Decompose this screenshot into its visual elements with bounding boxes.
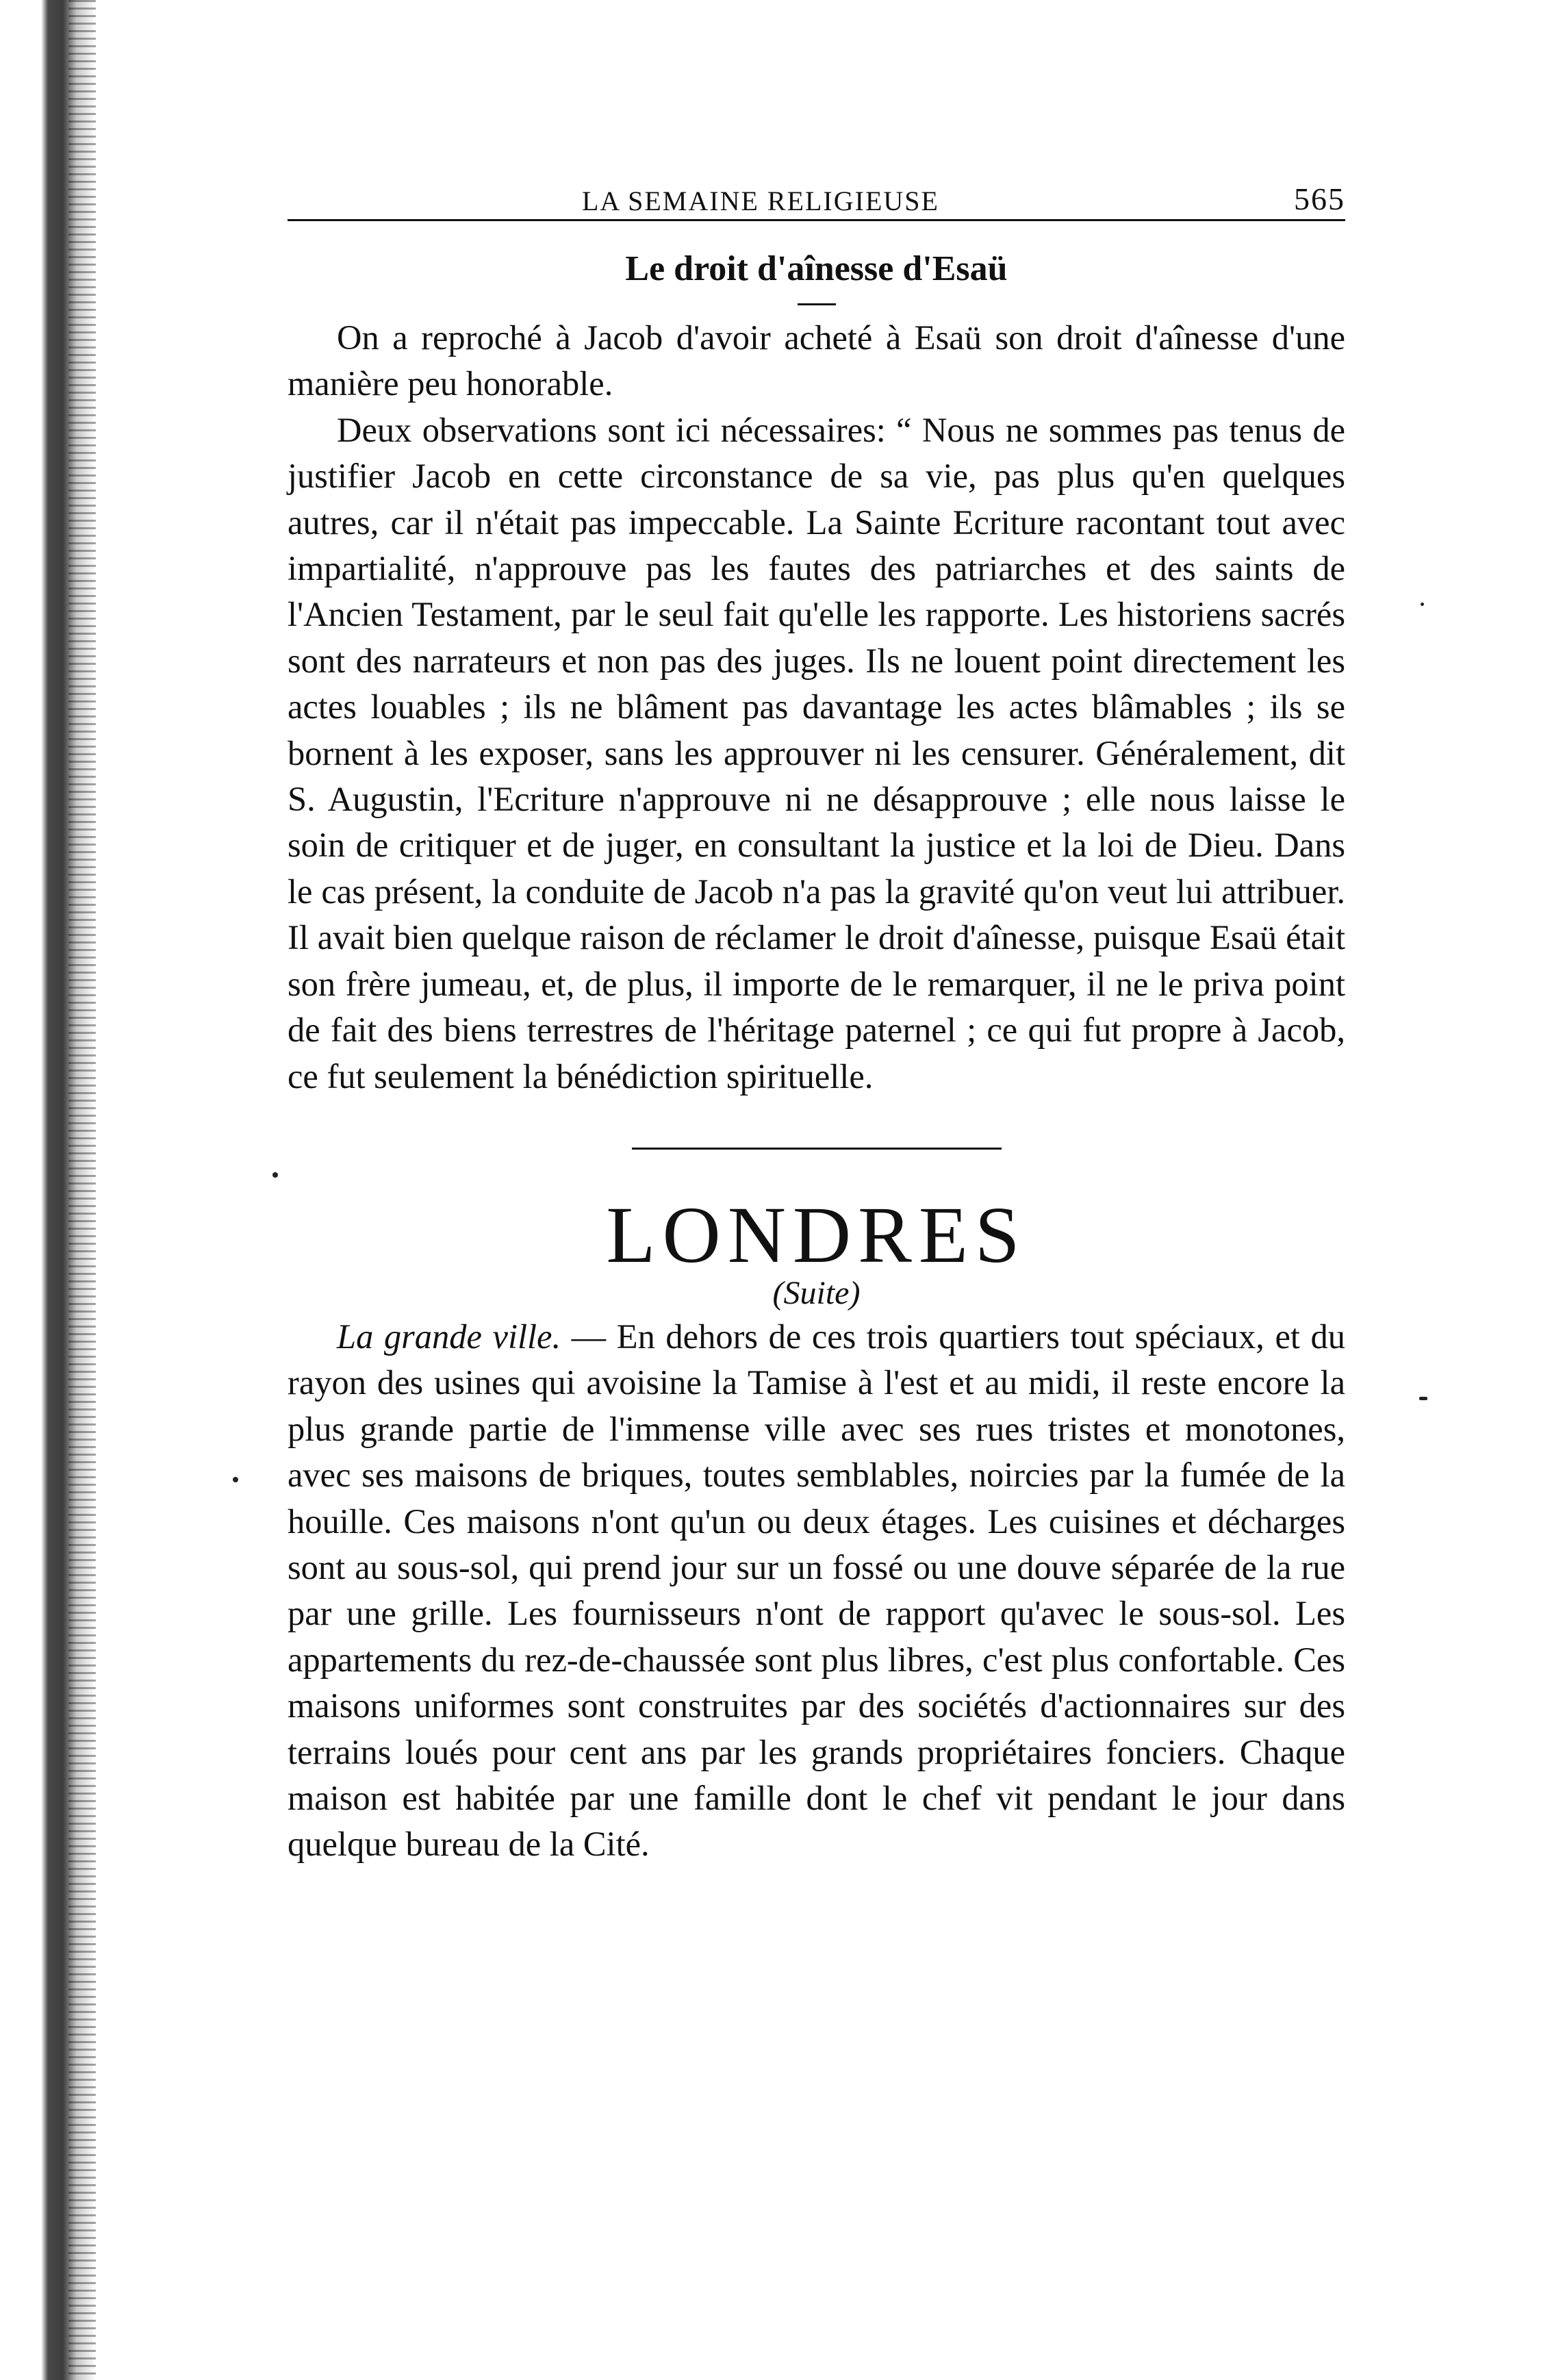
article-subtitle: (Suite) bbox=[772, 1274, 861, 1311]
page-number: 565 bbox=[1294, 181, 1345, 216]
section-separator bbox=[632, 1148, 1002, 1150]
margin-mark bbox=[233, 1477, 238, 1482]
article-title-londres: LONDRES bbox=[606, 1189, 1027, 1280]
paragraph: On a reproché à Jacob d'avoir acheté à Esaü son droit d'aînesse d'une manière peu honorable. bbox=[288, 318, 1345, 403]
margin-mark bbox=[272, 1172, 278, 1178]
page bbox=[288, 171, 1345, 1868]
title-rule bbox=[798, 303, 836, 305]
header-rule bbox=[288, 219, 1345, 221]
margin-mark bbox=[1421, 603, 1424, 606]
paragraph-body: — En dehors de ces trois quartiers tout spéciaux, et du rayon des usines qui avoisine la Tamise à l'est et au midi, il reste encore la plus grande partie de l'immense ville avec ses rues tristes et monotones, avec ses maisons de briques, toutes semblables, noircies par la fumée de la houille. Ces maisons n'ont qu'un ou deux étages. Les cuisines et décharges sont au sous-sol, qui prend jour sur un fossé ou une douve séparée de la rue par une grille. Les fournisseurs n'ont de rapport qu'avec le sous-sol. Les appartements du rez-de-chaussée sont plus libres, c'est plus confortable. Ces maisons uniformes sont construites par des sociétés d'actionnaires sur des terrains loués pour cent ans par les grands propriétaires fonciers. Chaque maison est habitée par une famille dont le chef vit pendant le jour dans quelque bureau de la Cité. bbox=[288, 1317, 1346, 1864]
running-title: LA SEMAINE RELIGIEUSE bbox=[582, 186, 939, 216]
paragraph bbox=[288, 1314, 1345, 1868]
margin-mark bbox=[1419, 1397, 1427, 1400]
lead-phrase: La grande ville. bbox=[337, 1317, 561, 1356]
running-head bbox=[288, 171, 1345, 219]
article-title: Le droit d'aînesse d'Esaü bbox=[625, 249, 1008, 288]
binding-speckle bbox=[68, 0, 96, 2380]
paragraph: Deux observations sont ici nécessaires: “ Nous ne sommes pas tenus de justifier Jacob en cette circonstance de sa vie, pas plus qu'en quelques autres, car il n'était pas impeccable. La Sainte Ecriture racontant tout avec impartialité, n'approuve pas les fautes des patriarches et des saints de l'Ancien Testament, par le seul fait qu'elle les rapporte. Les historiens sacrés sont des narrateurs et non pas des juges. Ils ne louent point directement les actes louables ; ils ne blâment pas davantage les actes blâmables ; ils se bornent à les exposer, sans les approuver ni les censurer. Généralement, dit S. Augustin, l'Ecriture n'approuve ni ne désapprouve ; elle nous laisse le soin de critiquer et de juger, en consultant la justice et la loi de Dieu. Dans le cas présent, la conduite de Jacob n'a pas la gravité qu'on veut lui attribuer. Il avait bien quelque raison de réclamer le droit d'aînesse, puisque Esaü était son frère jumeau, et, de plus, il importe de le remarquer, il ne le priva point de fait des biens terrestres de l'héritage paternel ; ce qui fut propre à Jacob, ce fut seulement la bénédiction spirituelle. bbox=[288, 410, 1345, 1096]
